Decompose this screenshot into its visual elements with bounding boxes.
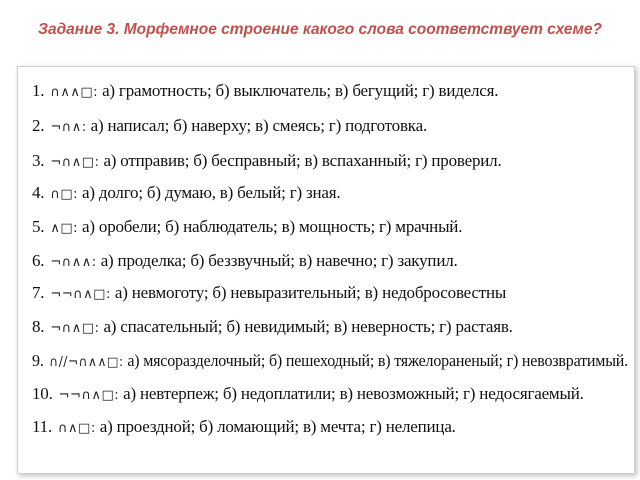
task-number: 1.: [32, 81, 45, 100]
task-item-3: [32, 151, 502, 173]
morpheme-scheme: ∩∧□:: [58, 421, 96, 436]
task-number: 6.: [32, 251, 45, 270]
task-options: а) проездной; б) ломающий; в) мечта; г) нелепица.: [99, 417, 456, 436]
task-number: 4.: [32, 183, 45, 202]
morpheme-scheme: ¬¬∩∧□:: [58, 388, 120, 403]
morpheme-scheme: ¬∩∧∧:: [50, 255, 97, 270]
task-number: 9.: [32, 351, 44, 370]
task-number: 8.: [32, 317, 45, 336]
morpheme-scheme: ¬∩∧□:: [50, 321, 100, 336]
task-options: а) мясоразделочный; б) пешеходный; в) тяжелораненый; г) невозвратимый.: [127, 351, 628, 370]
task-number: 7.: [32, 283, 45, 302]
task-options: а) невтерпеж; б) недоплатили; в) невозможный; г) недосягаемый.: [123, 384, 584, 403]
morpheme-scheme: ∧□:: [50, 221, 79, 236]
task-item-5: [32, 217, 462, 239]
task-item-11: [32, 417, 456, 439]
task-item-7: [32, 283, 506, 305]
task-item-10: [32, 384, 584, 406]
task-options: а) долго; б) думаю, в) белый; г) зная.: [82, 183, 341, 202]
task-item-6: [32, 251, 458, 273]
task-options: а) невмоготу; б) невыразительный; в) недобросовестны: [114, 283, 507, 302]
morpheme-scheme: ∩∧∧□:: [50, 85, 99, 100]
task-options: а) написал; б) наверху; в) смеясь; г) подготовка.: [90, 116, 427, 135]
morpheme-scheme: ¬∩∧□:: [50, 155, 100, 170]
task-item-8: [32, 317, 513, 339]
task-item-9: [32, 351, 628, 373]
task-options: а) отправив; б) бесправный; в) вспаханный; г) проверил.: [103, 151, 502, 170]
morpheme-scheme: ∩//¬∩∧∧□:: [49, 355, 124, 370]
task-item-4: [32, 183, 340, 205]
task-number: 3.: [32, 151, 45, 170]
task-panel: [17, 66, 635, 474]
task-number: 5.: [32, 217, 45, 236]
task-number: 11.: [32, 417, 53, 436]
task-number: 2.: [32, 116, 45, 135]
task-number: 10.: [32, 384, 53, 403]
morpheme-scheme: ¬¬∩∧□:: [50, 287, 111, 302]
task-title: Задание 3. Морфемное строение какого слова соответствует схеме?: [38, 21, 602, 38]
task-item-1: [32, 81, 498, 103]
task-options: а) грамотность; б) выключатель; в) бегущий; г) виделся.: [102, 81, 499, 100]
task-options: а) спасательный; б) невидимый; в) неверность; г) растаяв.: [103, 317, 513, 336]
morpheme-scheme: ∩□:: [50, 187, 79, 202]
task-options: а) проделка; б) беззвучный; в) навечно; г) закупил.: [100, 251, 458, 270]
task-options: а) оробели; б) наблюдатель; в) мощность; г) мрачный.: [82, 217, 463, 236]
task-item-2: [32, 116, 427, 138]
morpheme-scheme: ¬∩∧:: [50, 120, 87, 135]
